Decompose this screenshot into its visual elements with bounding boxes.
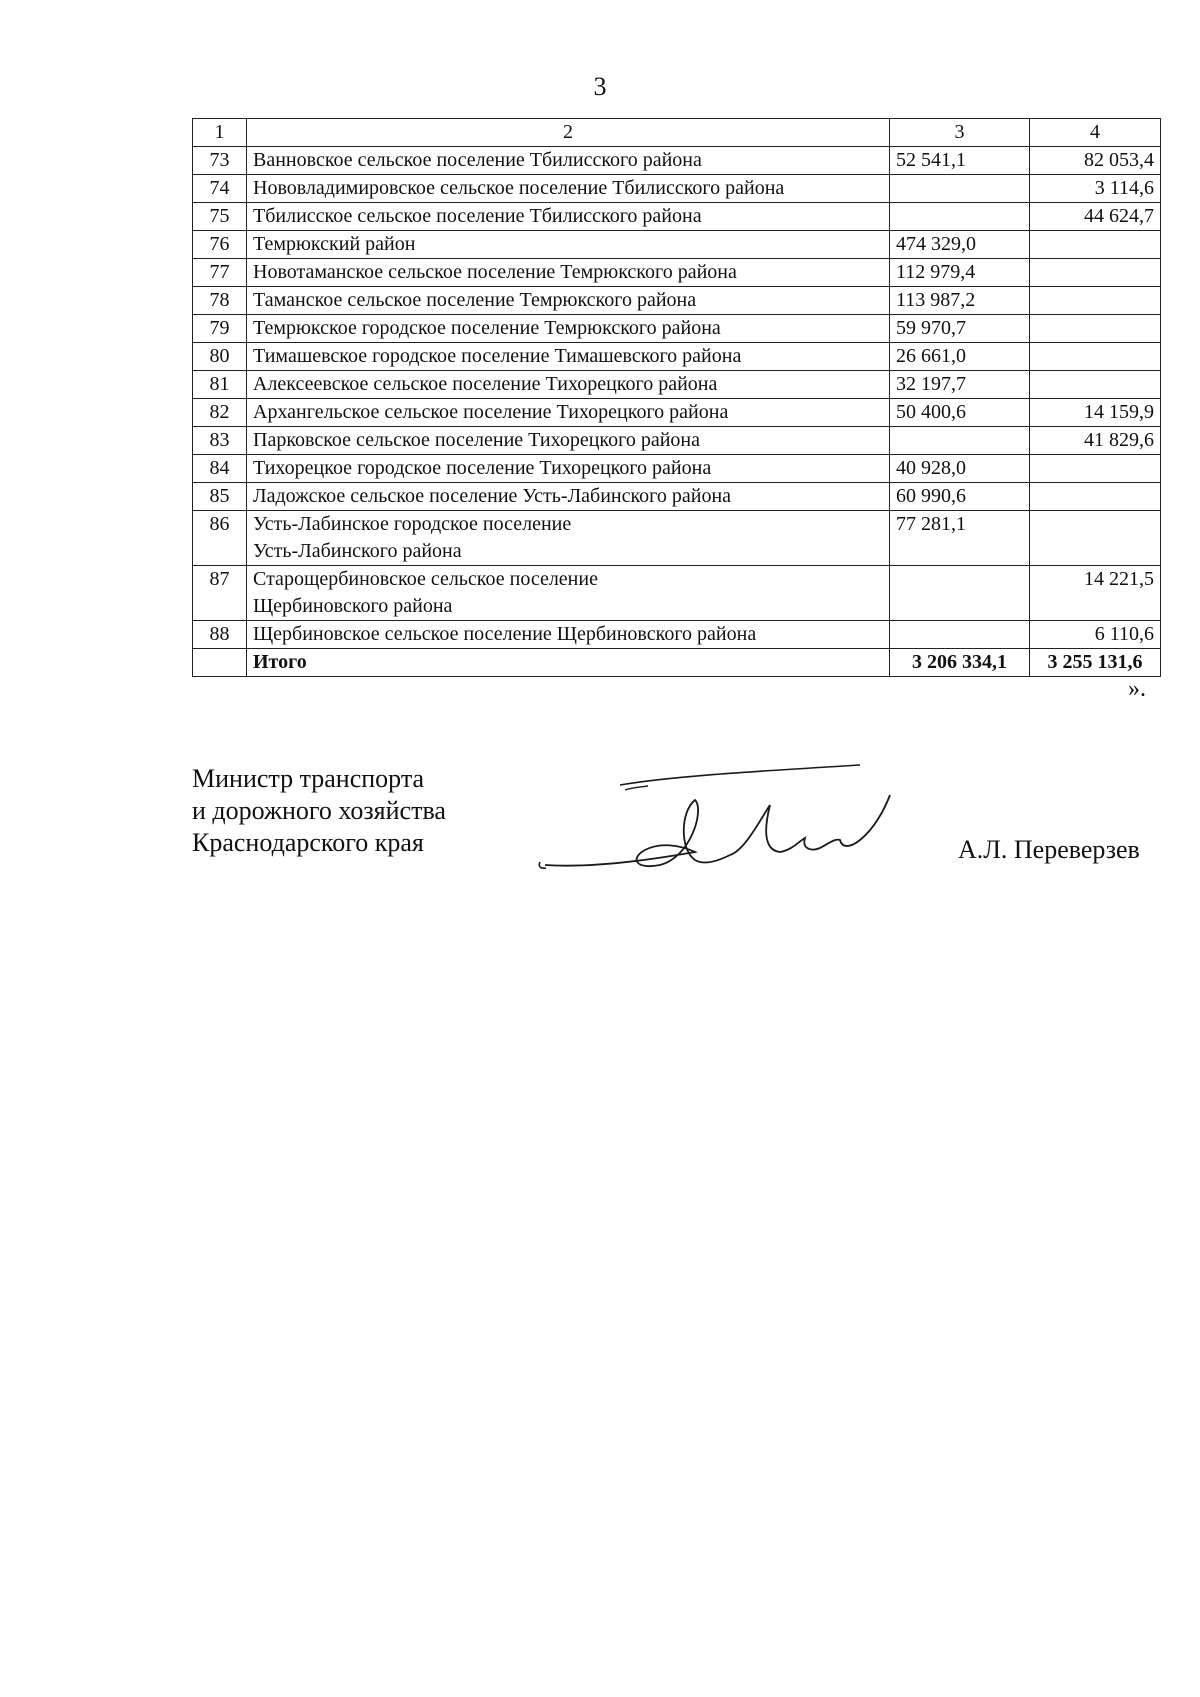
table-header-row [193, 119, 1161, 147]
position-line: Министр транспорта [192, 764, 425, 793]
row-name: Ванновское сельское поселение Тбилисского района [247, 147, 890, 175]
row-value-col3 [890, 203, 1030, 231]
row-value-col4: 14 159,9 [1030, 399, 1161, 427]
row-number: 75 [193, 203, 247, 231]
table-row [193, 315, 1161, 343]
row-number: 83 [193, 427, 247, 455]
signer-name: А.Л. Переверзев [958, 835, 1140, 864]
row-name-line: Усть-Лабинского района [253, 540, 462, 562]
row-value-col4 [1030, 315, 1161, 343]
signatory-position [192, 763, 446, 859]
table-row [193, 621, 1161, 649]
total-row [193, 649, 1161, 677]
row-number: 80 [193, 343, 247, 371]
row-value-col3: 474 329,0 [890, 231, 1030, 259]
total-label: Итого [247, 649, 890, 677]
header-cell: 1 [193, 119, 247, 147]
row-number: 76 [193, 231, 247, 259]
table-row [193, 399, 1161, 427]
table-row [193, 455, 1161, 483]
row-name: Щербиновское сельское поселение Щербиновского района [247, 621, 890, 649]
row-value-col3: 59 970,7 [890, 315, 1030, 343]
row-number: 88 [193, 621, 247, 649]
row-value-col4: 44 624,7 [1030, 203, 1161, 231]
row-name: Нововладимировское сельское поселение Тбилисского района [247, 175, 890, 203]
handwritten-signature [530, 750, 950, 880]
row-number: 81 [193, 371, 247, 399]
row-name-line: Старощербиновское сельское поселение [253, 568, 598, 590]
row-number: 77 [193, 259, 247, 287]
closing-quote: ». [1128, 676, 1146, 702]
row-number: 87 [193, 566, 247, 621]
row-value-col3: 112 979,4 [890, 259, 1030, 287]
table-row [193, 147, 1161, 175]
row-number: 78 [193, 287, 247, 315]
row-value-col4 [1030, 483, 1161, 511]
row-name [247, 566, 890, 621]
row-name: Парковское сельское поселение Тихорецкого района [247, 427, 890, 455]
row-name: Ладожское сельское поселение Усть-Лабинского района [247, 483, 890, 511]
row-value-col3: 113 987,2 [890, 287, 1030, 315]
position-line: Краснодарского края [192, 828, 424, 857]
table-row [193, 371, 1161, 399]
allocation-table [192, 118, 1161, 677]
row-name: Тимашевское городское поселение Тимашевского района [247, 343, 890, 371]
row-value-col3: 77 281,1 [890, 511, 1030, 566]
total-empty-cell [193, 649, 247, 677]
row-value-col4: 6 110,6 [1030, 621, 1161, 649]
row-number: 85 [193, 483, 247, 511]
row-name: Таманское сельское поселение Темрюкского района [247, 287, 890, 315]
table-row [193, 566, 1161, 621]
row-number: 73 [193, 147, 247, 175]
row-value-col4 [1030, 287, 1161, 315]
row-value-col4: 41 829,6 [1030, 427, 1161, 455]
row-value-col4: 14 221,5 [1030, 566, 1161, 621]
row-name: Новотаманское сельское поселение Темрюкского района [247, 259, 890, 287]
row-value-col3: 32 197,7 [890, 371, 1030, 399]
row-name: Тихорецкое городское поселение Тихорецкого района [247, 455, 890, 483]
row-name-line: Щербиновского района [253, 595, 453, 617]
row-number: 79 [193, 315, 247, 343]
row-value-col3: 50 400,6 [890, 399, 1030, 427]
row-value-col3: 40 928,0 [890, 455, 1030, 483]
header-cell: 2 [247, 119, 890, 147]
position-line: и дорожного хозяйства [192, 796, 446, 825]
row-name: Архангельское сельское поселение Тихорецкого района [247, 399, 890, 427]
header-cell: 3 [890, 119, 1030, 147]
table-row [193, 427, 1161, 455]
row-name: Алексеевское сельское поселение Тихорецкого района [247, 371, 890, 399]
table-row [193, 343, 1161, 371]
table-row [193, 203, 1161, 231]
row-name: Тбилисское сельское поселение Тбилисского района [247, 203, 890, 231]
row-name: Темрюкское городское поселение Темрюкского района [247, 315, 890, 343]
row-number: 86 [193, 511, 247, 566]
row-value-col3 [890, 427, 1030, 455]
row-name-line: Усть-Лабинское городское поселение [253, 513, 572, 535]
page-number: 3 [593, 72, 607, 101]
row-value-col3 [890, 175, 1030, 203]
row-value-col4 [1030, 259, 1161, 287]
row-value-col3: 26 661,0 [890, 343, 1030, 371]
table-row [193, 231, 1161, 259]
header-cell: 4 [1030, 119, 1161, 147]
table-row [193, 287, 1161, 315]
row-value-col4 [1030, 371, 1161, 399]
table-row [193, 175, 1161, 203]
row-value-col4 [1030, 455, 1161, 483]
row-value-col4 [1030, 343, 1161, 371]
row-number: 74 [193, 175, 247, 203]
total-col3: 3 206 334,1 [890, 649, 1030, 677]
row-name: Темрюкский район [247, 231, 890, 259]
row-value-col3: 60 990,6 [890, 483, 1030, 511]
table-row [193, 483, 1161, 511]
row-number: 82 [193, 399, 247, 427]
table-row [193, 259, 1161, 287]
row-number: 84 [193, 455, 247, 483]
row-value-col4: 3 114,6 [1030, 175, 1161, 203]
row-value-col4 [1030, 231, 1161, 259]
total-col4: 3 255 131,6 [1030, 649, 1161, 677]
table-row [193, 511, 1161, 566]
row-value-col4 [1030, 511, 1161, 566]
row-value-col3 [890, 566, 1030, 621]
row-value-col4: 82 053,4 [1030, 147, 1161, 175]
row-value-col3: 52 541,1 [890, 147, 1030, 175]
row-name [247, 511, 890, 566]
row-value-col3 [890, 621, 1030, 649]
